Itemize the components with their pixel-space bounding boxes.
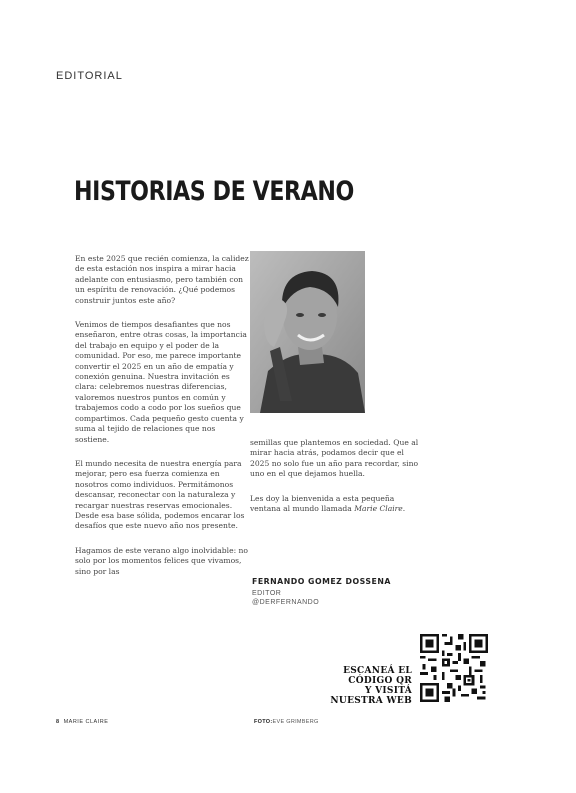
- qr-line: CÓDIGO QR: [348, 676, 412, 686]
- article-column-right: [250, 438, 420, 528]
- paragraph: En este 2025 que recién comienza, la calidez de esta estación nos inspira a mirar hacia adelante con entusiasmo, pero también con un espíritu de renovación. ¿Qué podemos construir juntos este año?: [75, 254, 249, 305]
- page-number: 8: [56, 719, 60, 725]
- editor-role: EDITOR: [252, 590, 282, 597]
- paragraph: El mundo necesita de nuestra energía para mejorar, pero esa fuerza comienza en nosotros como individuos. Permitámonos descansar, reconectar con la naturaleza y recargar nuestras reservas emocionales. Desde esa base sólida, podemos encarar los desafíos que este nuevo año nos presente.: [75, 458, 245, 531]
- photo-credit-label: FOTO:: [254, 719, 273, 725]
- qr-line: NUESTRA WEB: [330, 696, 412, 706]
- editor-portrait-photo: [250, 251, 365, 413]
- paragraph-text: Les doy la bienvenida a esta pequeña ventana al mundo llamada: [250, 493, 395, 514]
- footer-folio: [56, 719, 108, 725]
- magazine-folio-name: MARIE CLAIRE: [63, 719, 109, 725]
- paragraph: Venimos de tiempos desafiantes que nos enseñaron, entre otras cosas, la importancia del trabajo en equipo y el poder de la comunidad. Por eso, me parece importante convertir el 2025 en un año de empatía y conexión genuina. Nuestra invitación es clara: celebremos nuestras diferencias, valoremos nuestros puntos en común y trabajemos codo a codo por los sueños que compartimos. Cada pequeño gesto cuenta y suma al tejido de relaciones que nos sostiene.: [75, 320, 247, 444]
- paragraph-end: .: [402, 504, 406, 514]
- section-label: EDITORIAL: [56, 70, 123, 82]
- article-column-left: [75, 254, 250, 591]
- magazine-name: Marie Claire: [354, 504, 403, 514]
- paragraph: semillas que plantemos en sociedad. Que al mirar hacia atrás, podamos decir que el 2025 no solo fue un año para recordar, sino uno en el que dejamos huella.: [250, 438, 419, 479]
- paragraph: [250, 494, 420, 515]
- qr-instructions: [330, 666, 412, 706]
- portrait-illustration: [250, 251, 365, 413]
- qr-line: Y VISITÁ: [364, 686, 412, 696]
- paragraph: Hagamos de este verano algo inolvidable: no solo por los momentos felices que vivamos, sino por las: [75, 545, 249, 576]
- photo-credit-name: EVE GRIMBERG: [272, 719, 319, 725]
- qr-line: ESCANEÁ EL: [343, 666, 412, 676]
- article-title: HISTORIAS DE VERANO: [74, 176, 354, 207]
- editor-social-handle: @DERFERNANDO: [252, 599, 320, 606]
- photo-credit: [254, 719, 319, 725]
- editor-name: FERNANDO GOMEZ DOSSENA: [252, 577, 391, 586]
- qr-code-icon[interactable]: [420, 634, 488, 702]
